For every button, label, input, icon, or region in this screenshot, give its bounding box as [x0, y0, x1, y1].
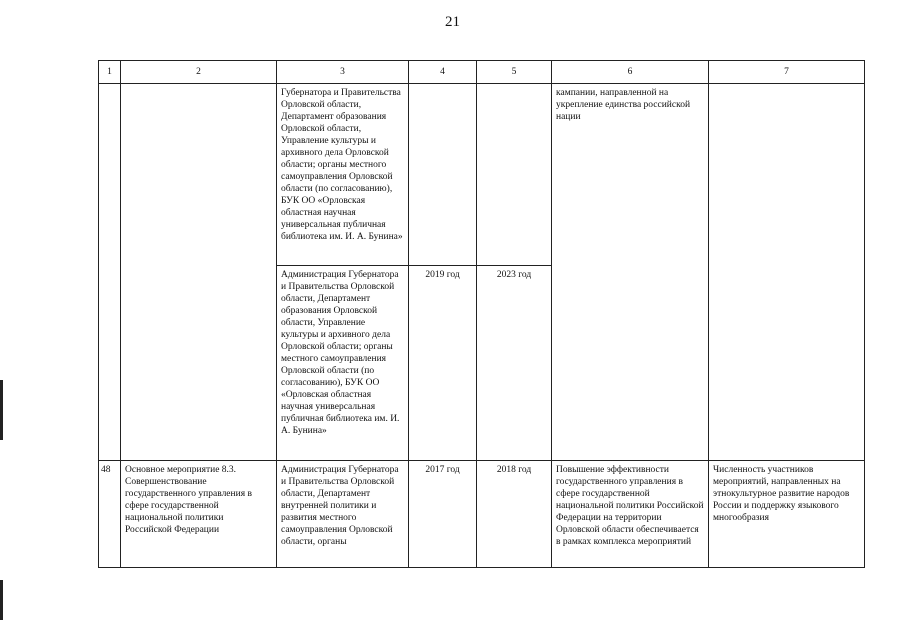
header-cell: 5 [477, 61, 552, 84]
header-cell: 1 [99, 61, 121, 84]
cell-start [409, 84, 477, 266]
cell-executors: Администрация Губернатора и Правительства Орловской области, Департамент образования Орловской области, Управление культуры и архивного дела Орловской области; органы местного самоуправления Орловской области (по согласованию), БУК ОО «Орловская областная научная универсальная публичная библиотека им. И. А. Бунина» [277, 265, 409, 460]
header-cell: 7 [709, 61, 865, 84]
cell-result: кампании, направленной на укрепление единства российской нации [552, 84, 709, 461]
cell-start: 2017 год [409, 461, 477, 568]
cell-indicator: Численность участников мероприятий, направленных на этнокультурное развитие народов России и поддержку языкового многообразия [709, 461, 865, 568]
cell-end: 2018 год [477, 461, 552, 568]
table-row [99, 461, 865, 568]
cell-measure [121, 84, 277, 461]
cell-executors: Губернатора и Правительства Орловской области, Департамент образования Орловской области, Управление культуры и архивного дела Орловской области; органы местного самоуправления Орловской области (по согласованию), БУК ОО «Орловская областная научная универсальная публичная библиотека им. И. А. Бунина» [277, 84, 409, 266]
cell-end [477, 84, 552, 266]
page-number: 21 [445, 14, 460, 30]
cell-result: Повышение эффективности государственного управления в сфере государственной национальной политики Российской Федерации на территории Орловской области обеспечивается в рамках комплекса мероприятий [552, 461, 709, 568]
measures-table [98, 60, 865, 568]
cell-num [99, 84, 121, 461]
header-cell: 2 [121, 61, 277, 84]
table-row [99, 84, 865, 266]
cell-start: 2019 год [409, 265, 477, 460]
cell-num: 48 [99, 461, 121, 568]
cell-measure: Основное мероприятие 8.3. Совершенствование государственного управления в сфере государственной национальной политики Российской Федерации [121, 461, 277, 568]
left-margin-mark [0, 580, 3, 620]
left-margin-mark [0, 380, 3, 440]
header-cell: 6 [552, 61, 709, 84]
cell-executors: Администрация Губернатора и Правительства Орловской области, Департамент внутренней политики и развития местного самоуправления Орловской области, органы [277, 461, 409, 568]
header-row [99, 61, 865, 84]
header-cell: 3 [277, 61, 409, 84]
cell-indicator [709, 84, 865, 461]
cell-end: 2023 год [477, 265, 552, 460]
header-cell: 4 [409, 61, 477, 84]
